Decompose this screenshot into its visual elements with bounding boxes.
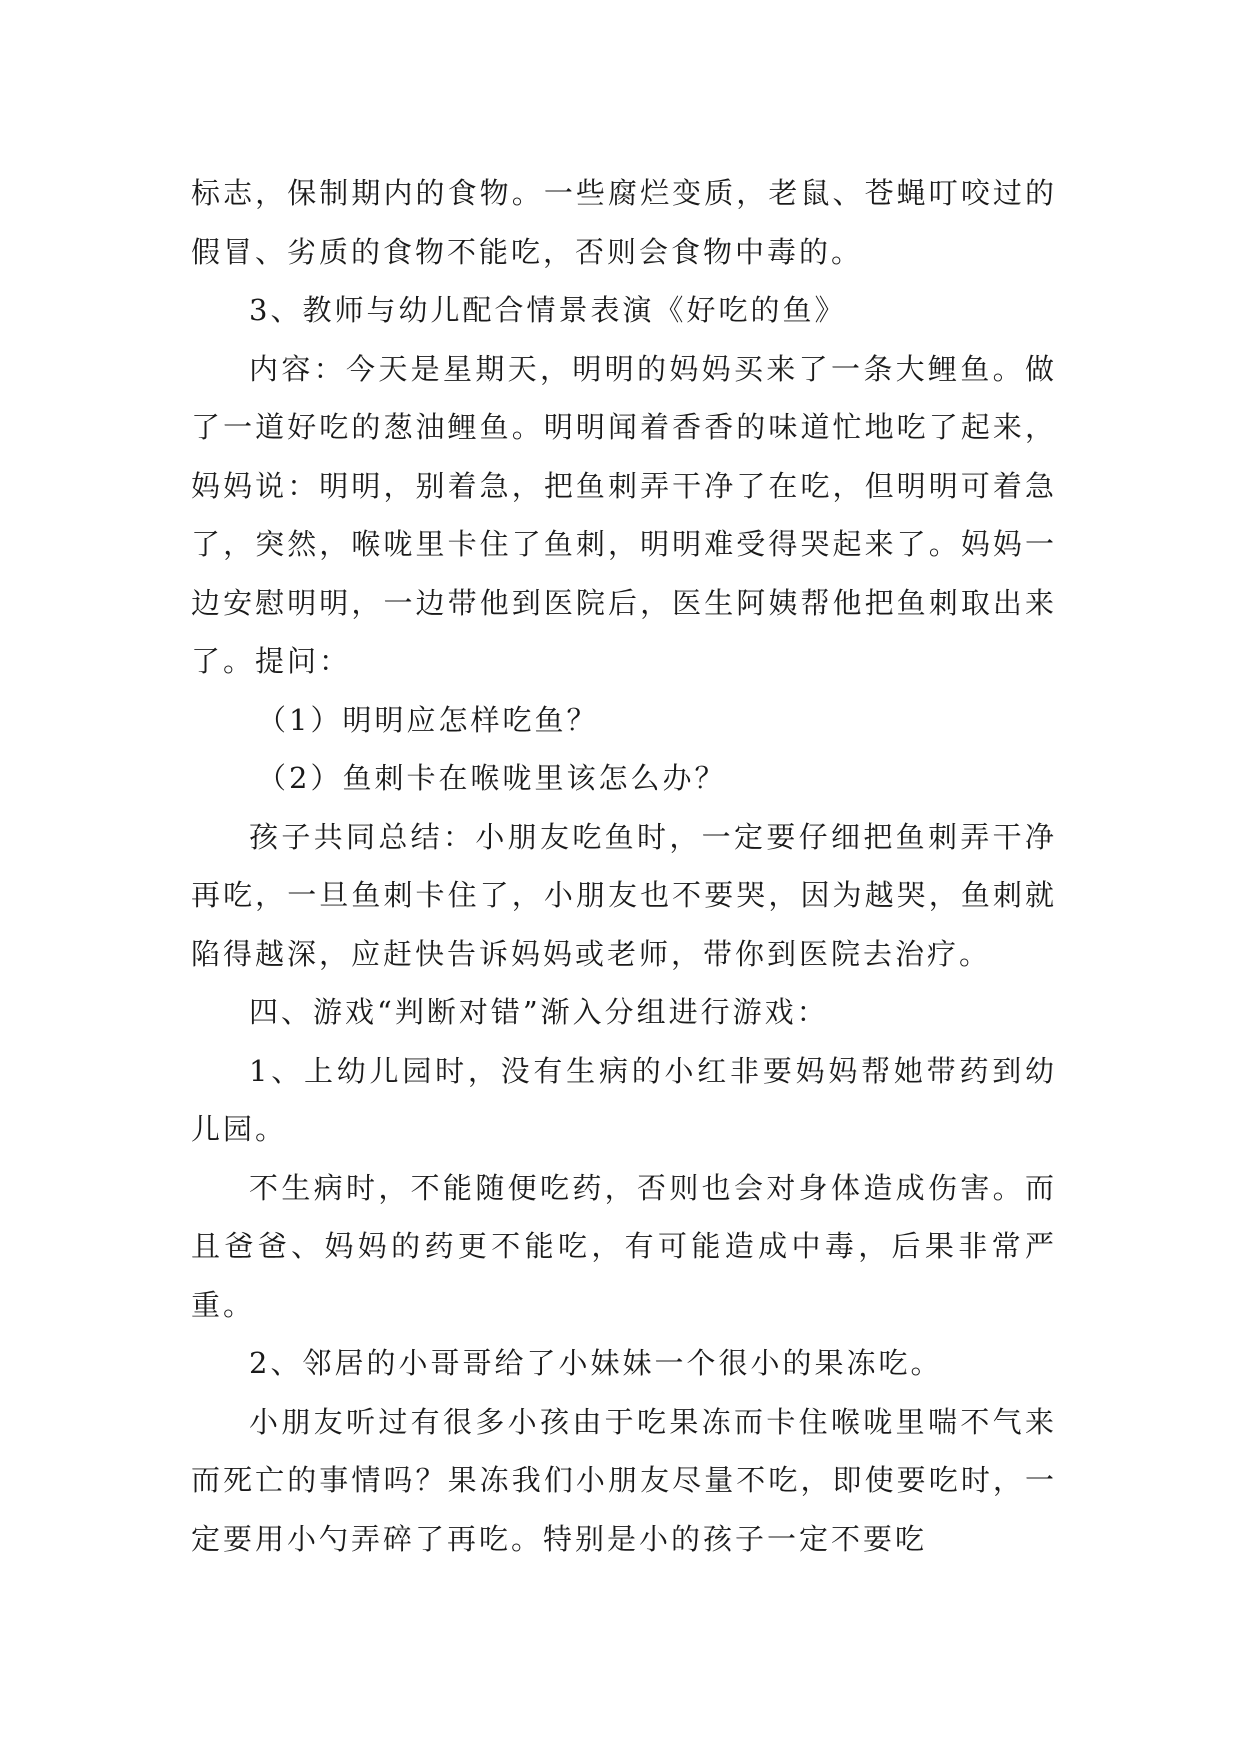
paragraph-game-answer-1: 不生病时，不能随便吃药，否则也会对身体造成伤害。而且爸爸、妈妈的药更不能吃，有可能造成中毒，后果非常严重。 [191,1170,1057,1322]
paragraph-story-content: 内容：今天是星期天，明明的妈妈买来了一条大鲤鱼。做了一道好吃的葱油鲤鱼。明明闻着香香的味道忙地吃了起来，妈妈说：明明，别着急，把鱼刺弄干净了在吃，但明明可着急了，突然，喉咙里卡住了鱼刺，明明难受得哭起来了。妈妈一边安慰明明，一边带他到医院后，医生阿姨帮他把鱼刺取出来了。提问： [191,351,1057,678]
paragraph-game-answer-2: 小朋友听过有很多小孩由于吃果冻而卡住喉咙里喘不气来而死亡的事情吗？果冻我们小朋友尽量不吃，即使要吃时，一定要用小勺弄碎了再吃。特别是小的孩子一定不要吃 [191,1404,1057,1556]
paragraph-question-1: （1）明明应怎样吃鱼？ [257,702,599,737]
paragraph-food-safety-continued: 标志，保制期内的食物。一些腐烂变质，老鼠、苍蝇叮咬过的假冒、劣质的食物不能吃，否则会食物中毒的。 [191,176,1057,269]
paragraph-game-item-1: 1、上幼儿园时，没有生病的小红非要妈妈帮她带药到幼儿园。 [191,1053,1057,1146]
paragraph-summary: 孩子共同总结：小朋友吃鱼时，一定要仔细把鱼刺弄干净再吃，一旦鱼刺卡住了，小朋友也不要哭，因为越哭，鱼刺就陷得越深，应赶快告诉妈妈或老师，带你到医院去治疗。 [191,819,1057,971]
paragraph-section-4-heading: 四、游戏“判断对错”渐入分组进行游戏： [249,995,829,1029]
paragraph-section-3-heading: 3、教师与幼儿配合情景表演《好吃的鱼》 [249,293,847,327]
document-body [191,164,1057,1568]
paragraph-game-item-2: 2、邻居的小哥哥给了小妹妹一个很小的果冻吃。 [249,1346,943,1380]
paragraph-question-2: （2）鱼刺卡在喉咙里该怎么办？ [257,761,727,795]
